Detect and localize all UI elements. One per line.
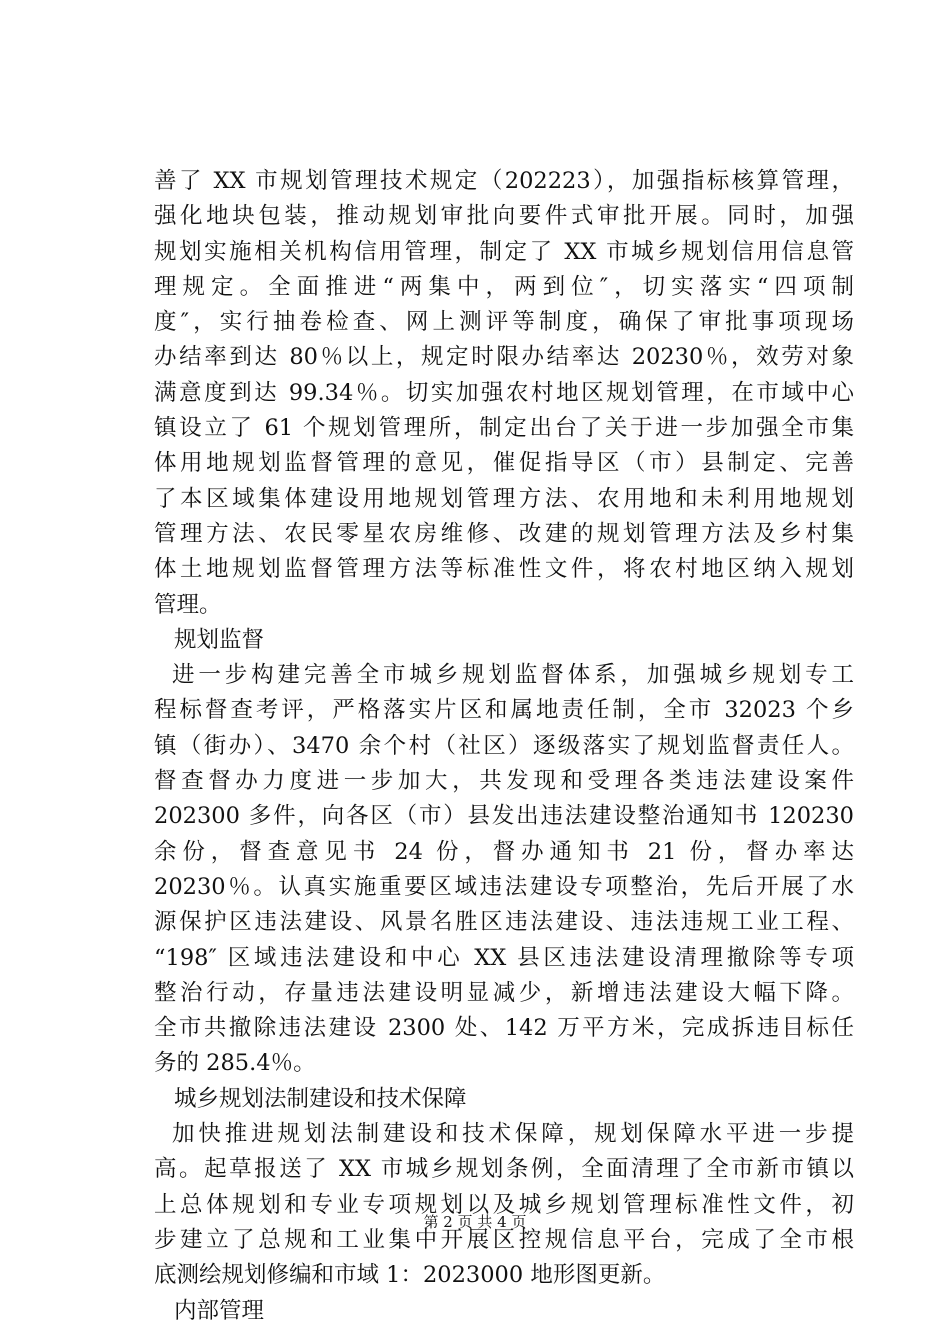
text-line: 底测绘规划修编和市域 1：2023000 地形图更新。 <box>154 1262 666 1289</box>
text-line: 体土地规划监督管理方法等标准性文件，将农村地区纳入规划 <box>154 556 854 583</box>
text-line: 上总体规划和专业专项规划以及城乡规划管理标准性文件，初 <box>154 1191 854 1218</box>
text-line: 全市共撤除违法建设 2300 处、142 万平方米，完成拆违目标任 <box>154 1015 854 1042</box>
text-line: 督查督办力度进一步加大，共发现和受理各类违法建设案件 <box>154 768 854 795</box>
text-line: 202300 多件，向各区（市）县发出违法建设整治通知书 120230 <box>154 803 854 830</box>
text-line: 高。起草报送了 XX 市城乡规划条例，全面清理了全市新市镇以 <box>154 1156 854 1183</box>
text-line: 加快推进规划法制建设和技术保障，规划保障水平进一步提 <box>172 1121 854 1148</box>
text-line: 体用地规划监督管理的意见，催促指导区（市）县制定、完善 <box>154 450 854 477</box>
text-line: 管理。 <box>154 591 222 618</box>
text-line: 20230％。认真实施重要区域违法建设专项整治，先后开展了水 <box>154 873 854 900</box>
text-line: 余份，督查意见书 24 份，督办通知书 21 份，督办率达 <box>154 838 854 865</box>
text-line: 程标督查考评，严格落实片区和属地责任制，全市 32023 个乡 <box>154 697 854 724</box>
text-line: 步建立了总规和工业集中开展区控规信息平台，完成了全市根 <box>154 1226 854 1253</box>
text-line: 办结率到达 80％以上，规定时限办结率达 20230％，效劳对象 <box>154 344 854 371</box>
text-line: 了本区域集体建设用地规划管理方法、农用地和未利用地规划 <box>154 485 854 512</box>
text-line: 善了 XX 市规划管理技术规定（202223），加强指标核算管理， <box>154 168 854 194</box>
text-line: 满意度到达 99.34％。切实加强农村地区规划管理，在市域中心 <box>154 379 854 406</box>
text-line: 镇（街办）、3470 余个村（社区）逐级落实了规划监督责任人。 <box>154 732 854 759</box>
text-line: 规划实施相关机构信用管理，制定了 XX 市城乡规划信用信息管 <box>154 238 854 265</box>
section-heading: 城乡规划法制建设和技术保障 <box>174 1085 467 1112</box>
text-line: 强化地块包装，推动规划审批向要件式审批开展。同时，加强 <box>154 203 854 230</box>
text-line: 管理方法、农民零星农房维修、改建的规划管理方法及乡村集 <box>154 520 854 547</box>
document-body <box>154 164 854 1329</box>
page-footer: 第 2 页 共 4 页 <box>423 1213 527 1231</box>
text-line: 理规定。全面推进“两集中，两到位″，切实落实“四项制 <box>154 273 854 300</box>
section-heading: 规划监督 <box>174 626 265 653</box>
text-line: 进一步构建完善全市城乡规划监督体系，加强城乡规划专工 <box>172 662 854 689</box>
text-line: 镇设立了 61 个规划管理所，制定出台了关于进一步加强全市集 <box>154 415 854 442</box>
text-line: 度″，实行抽卷检查、网上测评等制度，确保了审批事项现场 <box>154 309 854 336</box>
text-line: 务的 285.4％。 <box>154 1050 316 1077</box>
text-line: 源保护区违法建设、风景名胜区违法建设、违法违规工业工程、 <box>154 909 854 936</box>
text-line: 整治行动，存量违法建设明显减少，新增违法建设大幅下降。 <box>154 979 854 1006</box>
text-line: “198″ 区域违法建设和中心 XX 县区违法建设清理撤除等专项 <box>154 944 854 971</box>
section-heading: 内部管理 <box>174 1297 265 1324</box>
